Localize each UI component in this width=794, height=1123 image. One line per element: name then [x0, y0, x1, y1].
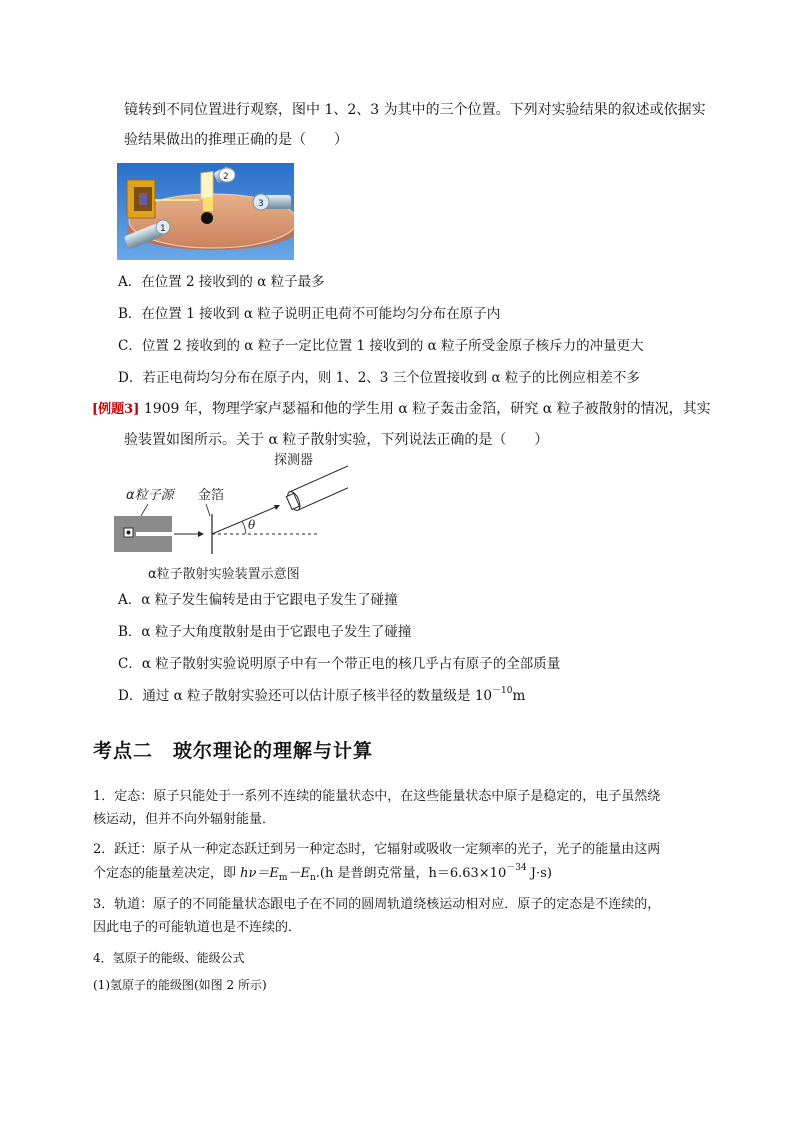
detector-position-3: [253, 194, 291, 210]
example-3-tag: [例题3]: [92, 402, 140, 417]
position-label-2: 2: [223, 172, 229, 182]
subscript-n: n: [309, 873, 316, 883]
point-2-prefix: 个定态的能量差决定，即: [93, 866, 241, 881]
point-1-line-2: 核运动，但并不向外辐射能量．: [93, 812, 276, 827]
gold-foil: [201, 172, 213, 200]
formula-minus-en: －E: [287, 866, 310, 881]
q2-option-d-text: D．通过 α 粒子散射实验还可以估计原子核半径的数量级是 10: [118, 688, 492, 704]
q2-option-d-unit: m: [512, 688, 526, 704]
section-2-title: 考点二 玻尔理论的理解与计算: [93, 740, 374, 762]
angle-arc: [242, 521, 246, 534]
point-2-line-2: [93, 864, 552, 884]
point-4-1: (1)氢原子的能级图(如图 2 所示): [93, 978, 267, 992]
position-label-3: 3: [258, 199, 264, 209]
point-4: 4．氢原子的能级、能级公式: [93, 951, 245, 965]
point-3-line-1: 3．轨道：原子的不同能量状态跟电子在不同的圆周轨道绕核运动相对应．原子的定态是不连续的，: [93, 897, 661, 912]
planck-exponent: －34: [506, 863, 527, 873]
foil-label: 金箔: [198, 488, 225, 503]
q1-option-c: C．位置 2 接收到的 α 粒子一定比位置 1 接收到的 α 粒子所受金原子核斥力的冲量更大: [118, 338, 644, 354]
q1-option-a: A．在位置 2 接收到的 α 粒子最多: [118, 274, 325, 290]
source-label: α粒子源: [126, 488, 174, 503]
detector-label: 探测器: [274, 453, 314, 468]
scattering-apparatus-figure: [117, 163, 294, 260]
position-label-1: 1: [160, 224, 166, 234]
alpha-scattering-schematic: [108, 448, 348, 588]
q1-option-b: B．在位置 1 接收到 α 粒子说明正电荷不可能均匀分布在原子内: [118, 306, 501, 322]
q2-option-d-exponent: －10: [492, 686, 513, 696]
planck-unit: J·s): [526, 866, 552, 881]
detector: [285, 466, 348, 512]
intro-line-1: 镜转到不同位置进行观察，图中 1、2、3 为其中的三个位置。下列对实验结果的叙述或依据实: [124, 102, 706, 118]
q2-option-b: B．α 粒子大角度散射是由于它跟电子发生了碰撞: [118, 624, 412, 640]
planck-constant-text: .(h 是普朗克常量，h＝6.63×10: [315, 866, 507, 881]
microscope-base: [201, 212, 213, 224]
theta-label: θ: [248, 518, 256, 532]
subscript-m: m: [278, 873, 288, 883]
point-3-line-2: 因此电子的可能轨道也是不连续的．: [93, 920, 302, 935]
example-3-line-2: 验装置如图所示。关于 α 粒子散射实验，下列说法正确的是（ ）: [124, 432, 549, 448]
point-1-line-1: 1．定态：原子只能处于一系列不连续的能量状态中，在这些能量状态中原子是稳定的，电子虽然绕: [93, 789, 661, 804]
q2-option-a: A．α 粒子发生偏转是由于它跟电子发生了碰撞: [118, 592, 398, 608]
q2-option-d: [118, 686, 525, 706]
figure-caption: α粒子散射实验装置示意图: [148, 567, 300, 582]
example-3-line-1: [92, 399, 711, 420]
example-3-text: 1909 年，物理学家卢瑟福和他的学生用 α 粒子轰击金箔，研究 α 粒子被散射的情况，其实: [143, 401, 711, 417]
q1-option-d: D．若正电荷均匀分布在原子内，则 1、2、3 三个位置接收到 α 粒子的比例应相差不多: [118, 370, 640, 386]
q2-option-c: C．α 粒子散射实验说明原子中有一个带正电的核几乎占有原子的全部质量: [118, 656, 561, 672]
point-2-line-1: 2．跃迁：原子从一种定态跃迁到另一种定态时，它辐射或吸收一定频率的光子，光子的能量由这两: [93, 842, 661, 857]
intro-line-2: 验结果做出的推理正确的是（ ）: [124, 132, 348, 148]
bohr-formula: hν＝E: [240, 866, 279, 881]
